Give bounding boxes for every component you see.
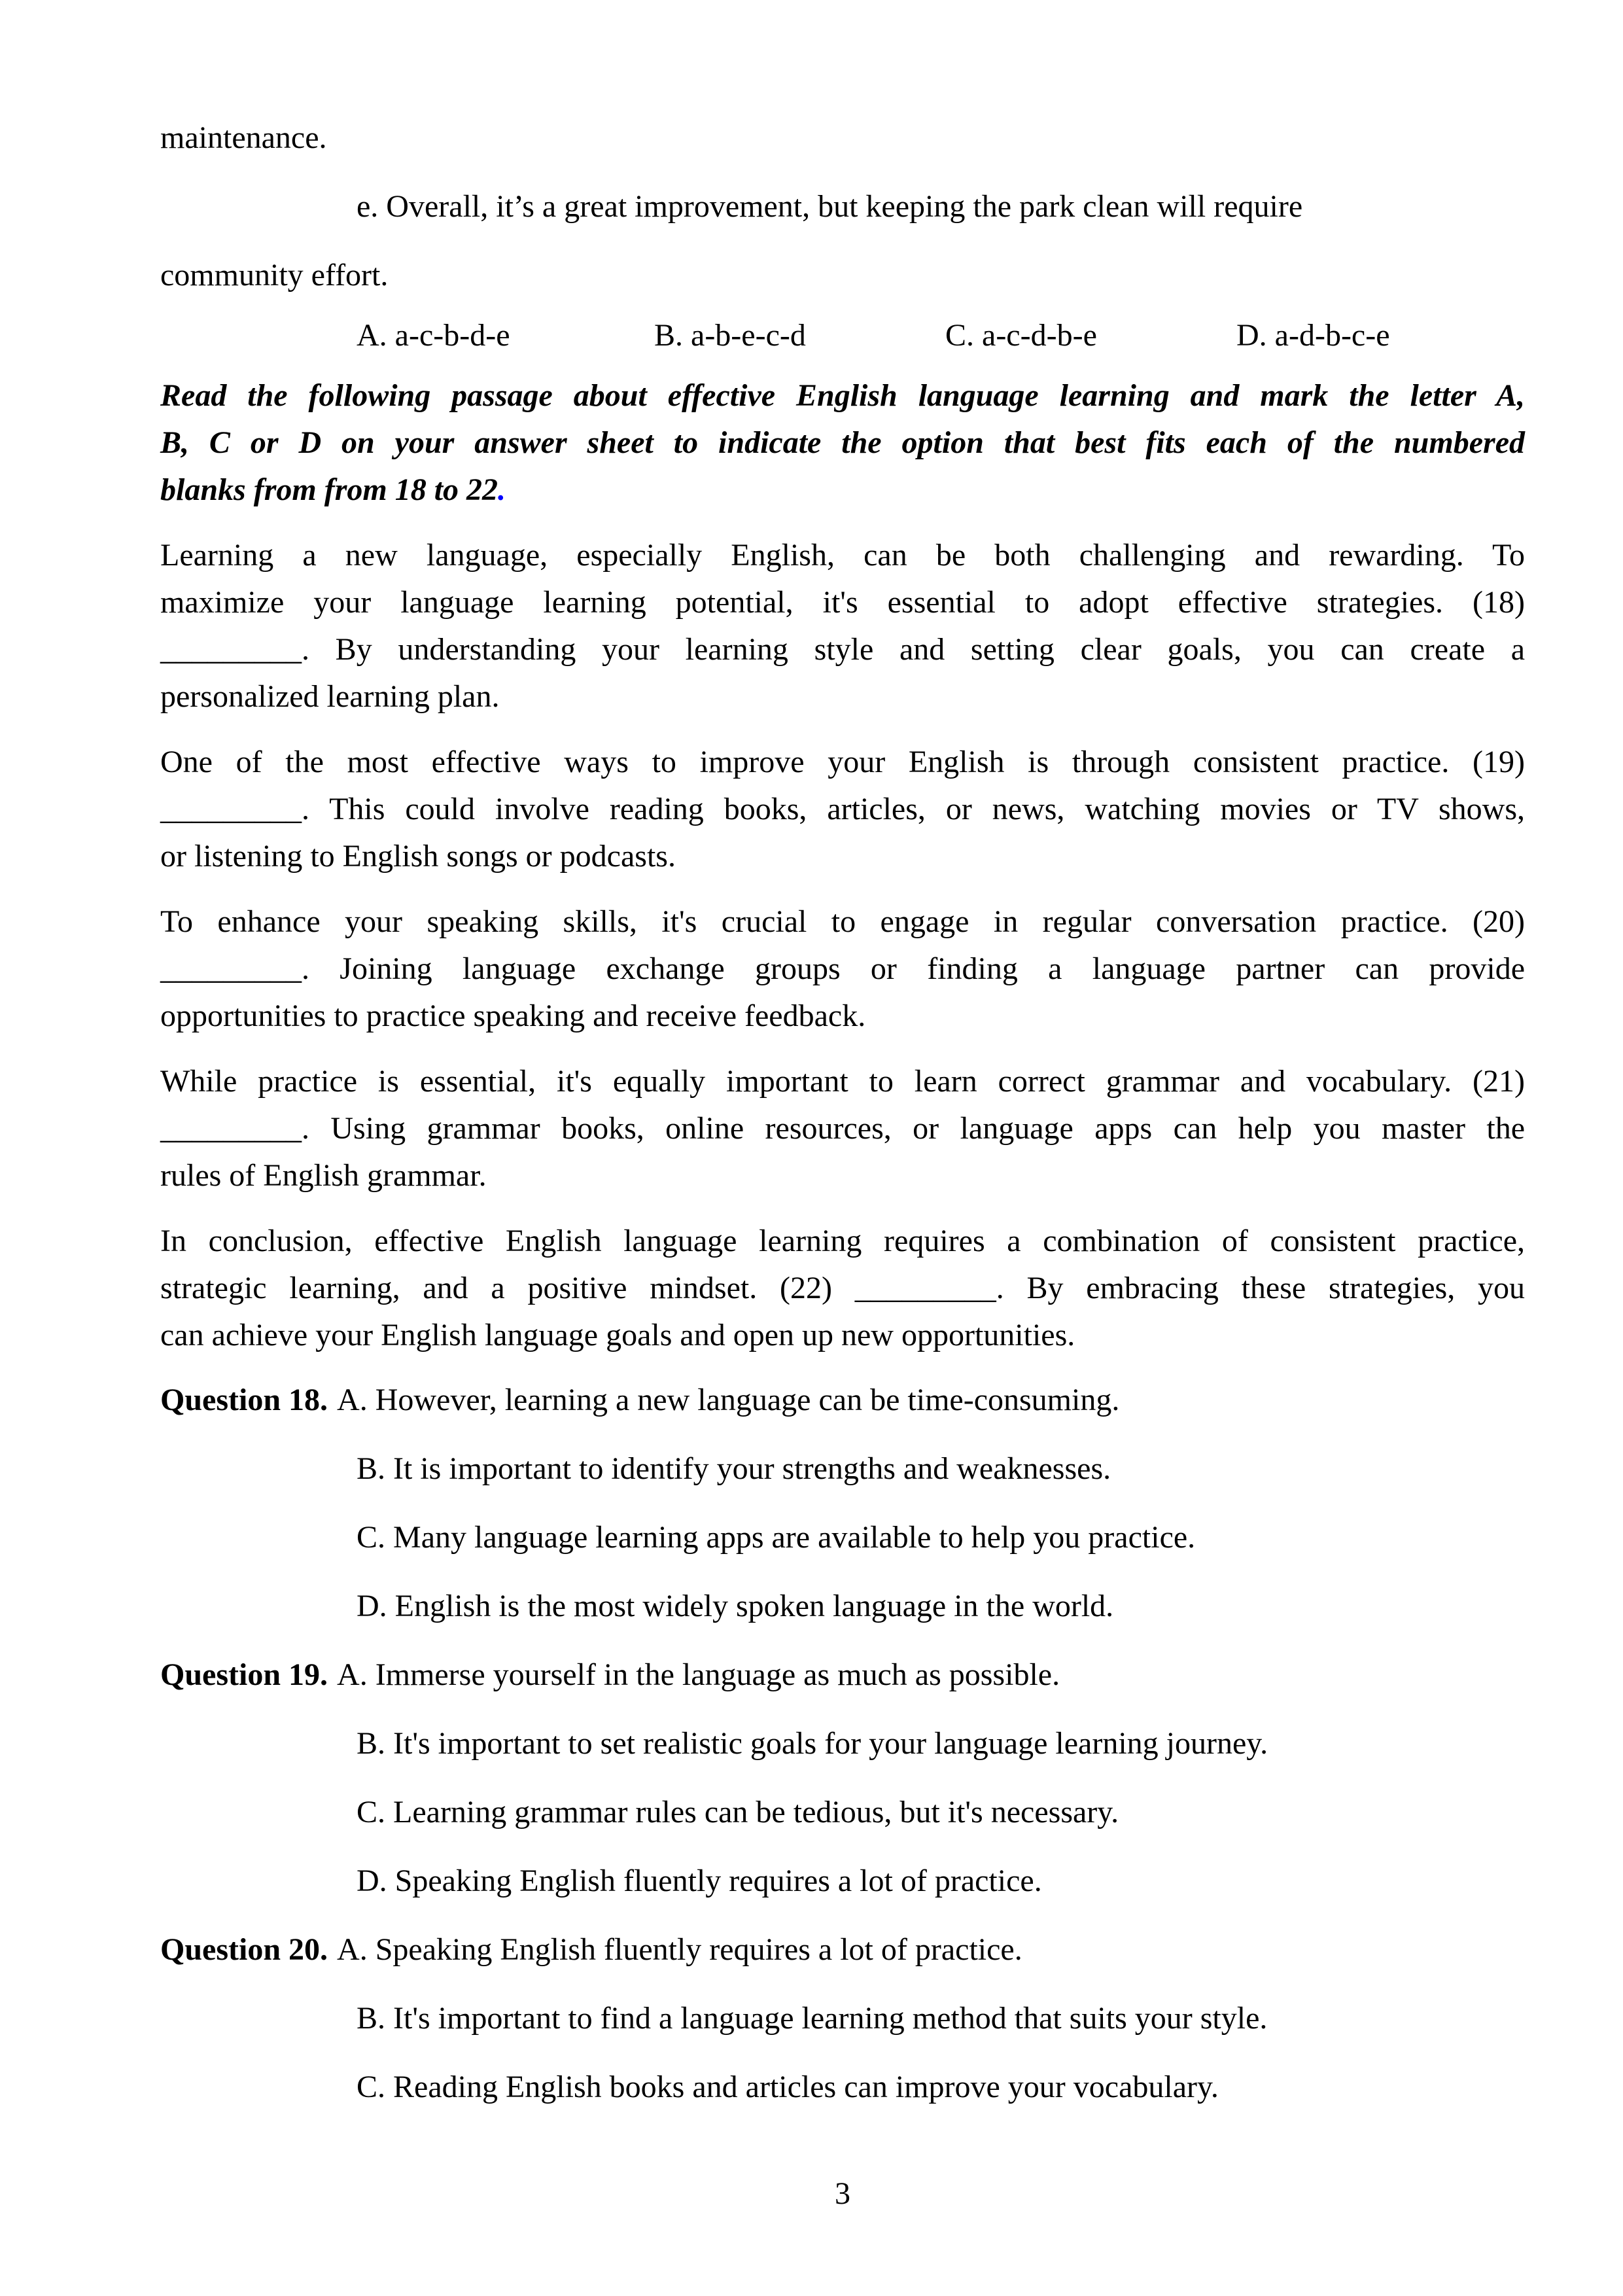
option-a: A. a-c-b-d-e	[357, 318, 510, 353]
question-20-label: Question 20.	[160, 1932, 328, 1967]
option-b: B. a-b-e-c-d	[654, 318, 806, 353]
questions-block	[160, 1366, 1525, 2121]
question-18-option-a: A. However, learning a new language can be time-consuming.	[337, 1383, 1120, 1417]
p4-line-1: While practice is essential, it's equally important to learn correct grammar and vocabulary. (21)	[160, 1064, 1525, 1099]
instruction-line-3-period: .	[498, 472, 506, 507]
page-content	[160, 0, 1525, 2217]
question-19-label: Question 19.	[160, 1657, 328, 1692]
p1-line-2: maximize your language learning potential, it's essential to adopt effective strategies. (18)	[160, 585, 1525, 620]
passage-paragraph-2	[160, 739, 1525, 880]
passage-paragraph-5	[160, 1218, 1525, 1359]
continuation-line-3: community effort.	[160, 258, 389, 292]
previous-question-continuation	[160, 115, 1525, 359]
instruction-line-3-text: blanks from from 18 to 22	[160, 472, 498, 507]
p4-line-2: _________. Using grammar books, online resources, or language apps can help you master the	[160, 1111, 1525, 1146]
question-20-option-a: A. Speaking English fluently requires a lot of practice.	[337, 1932, 1022, 1967]
question-19	[160, 1640, 1525, 1915]
option-d: D. a-d-b-c-e	[1236, 318, 1390, 353]
question-19-option-d: D. Speaking English fluently requires a lot of practice.	[357, 1863, 1042, 1898]
continuation-line-2: e. Overall, it’s a great improvement, but keeping the park clean will require	[357, 189, 1303, 224]
question-20-option-b: B. It's important to find a language learning method that suits your style.	[357, 2001, 1268, 2036]
passage-paragraph-3	[160, 898, 1525, 1040]
p1-line-4: personalized learning plan.	[160, 679, 500, 714]
question-20-line-a	[160, 1915, 1525, 1984]
question-18-label: Question 18.	[160, 1383, 328, 1417]
p5-line-1: In conclusion, effective English language learning requires a combination of consistent practice,	[160, 1224, 1525, 1258]
question-19-option-b: B. It's important to set realistic goals for your language learning journey.	[357, 1726, 1268, 1761]
question-18-option-d: D. English is the most widely spoken language in the world.	[357, 1589, 1114, 1623]
option-c: C. a-c-d-b-e	[945, 318, 1097, 353]
instruction-line-1: Read the following passage about effective English language learning and mark the letter A,	[160, 378, 1525, 413]
p3-line-1: To enhance your speaking skills, it's crucial to engage in regular conversation practice. (20)	[160, 904, 1525, 939]
p4-line-3: rules of English grammar.	[160, 1158, 487, 1193]
p2-line-3: or listening to English songs or podcasts.	[160, 839, 676, 874]
p5-line-2: strategic learning, and a positive mindset. (22) _________. By embracing these strategies, you	[160, 1271, 1525, 1305]
p5-line-3: can achieve your English language goals and open up new opportunities.	[160, 1318, 1075, 1352]
p2-line-1: One of the most effective ways to improve your English is through consistent practice. (19)	[160, 745, 1525, 779]
page-number: 3	[835, 2176, 850, 2211]
question-20	[160, 1915, 1525, 2121]
question-20-option-c: C. Reading English books and articles can improve your vocabulary.	[357, 2070, 1219, 2104]
p3-line-3: opportunities to practice speaking and receive feedback.	[160, 998, 866, 1033]
passage-paragraph-1	[160, 532, 1525, 720]
question-19-line-a	[160, 1640, 1525, 1709]
continuation-line-1: maintenance.	[160, 120, 327, 155]
question-18-option-c: C. Many language learning apps are available to help you practice.	[357, 1520, 1196, 1555]
section-instruction-heading	[160, 372, 1525, 514]
passage-paragraph-4	[160, 1058, 1525, 1199]
question-18-option-b: B. It is important to identify your strengths and weaknesses.	[357, 1451, 1111, 1486]
question-19-option-a: A. Immerse yourself in the language as much as possible.	[337, 1657, 1060, 1692]
p1-line-1: Learning a new language, especially English, can be both challenging and rewarding. To	[160, 538, 1525, 573]
question-18	[160, 1366, 1525, 1640]
p1-line-3: _________. By understanding your learning style and setting clear goals, you can create a	[160, 632, 1525, 667]
question-18-line-a	[160, 1366, 1525, 1434]
p2-line-2: _________. This could involve reading books, articles, or news, watching movies or TV shows,	[160, 792, 1525, 826]
answer-options-row	[160, 312, 1525, 359]
instruction-line-2: B, C or D on your answer sheet to indicate the option that best fits each of the numbered	[160, 425, 1525, 460]
instruction-line-3	[160, 467, 1525, 514]
question-19-option-c: C. Learning grammar rules can be tedious, but it's necessary.	[357, 1795, 1119, 1829]
p3-line-2: _________. Joining language exchange groups or finding a language partner can provide	[160, 951, 1525, 986]
